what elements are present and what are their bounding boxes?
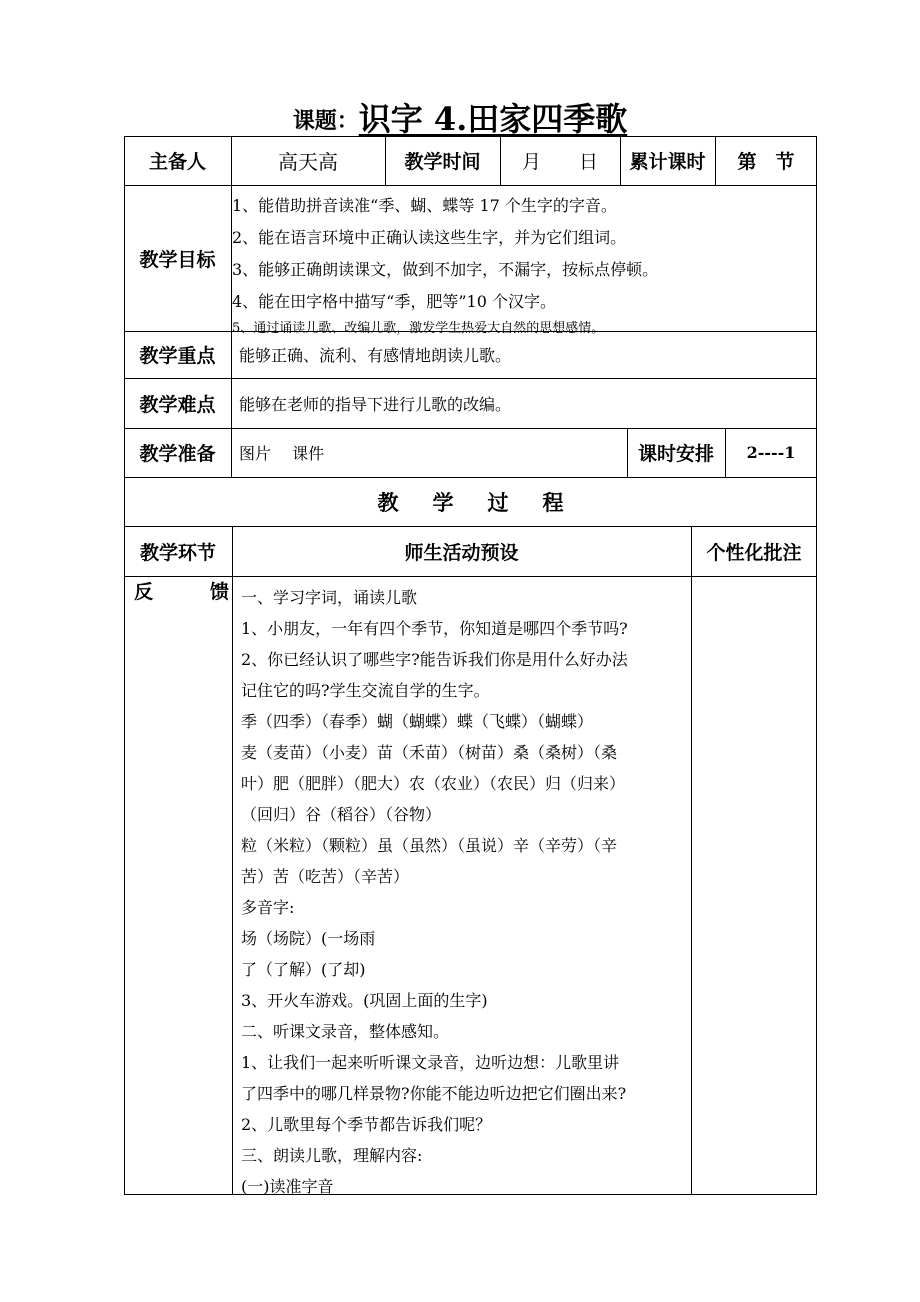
difficulty-text: 能够在老师的指导下进行儿歌的改编。 [239,394,512,414]
activity-line: 二、听课文录音，整体感知。 [241,1022,450,1041]
activity-content [241,582,628,1202]
section-number: 第 节 [737,151,795,173]
title-main: 识字 4.田家四季歌 [358,100,628,138]
key-point-text: 能够正确、流利、有感情地朗读儿歌。 [239,346,512,365]
activity-line: 麦（麦苗）（小麦）苗（禾苗）（树苗）桑（桑树）（桑 [241,743,618,762]
activity-line: 3、开火车游戏。(巩固上面的生字) [241,991,488,1010]
activity-line: 叶）肥（肥胖）（肥大）农（农业）（农民）归（归来） [241,774,626,793]
activity-line: 多音字: [241,898,295,917]
activity-line: 1、让我们一起来听听课文录音，边听边想：儿歌里讲 [241,1053,620,1072]
process-title: 教学过程 [377,489,598,515]
activity-line: (一)读准字音 [241,1177,334,1196]
key-point-label: 教学重点 [139,345,216,367]
goals-label: 教学目标 [139,248,216,271]
time-label: 教学时间 [404,151,481,173]
total-lessons-label: 累计课时 [629,151,706,173]
goal-item: 4、能在田字格中描写“季，肥等”10 个汉字。 [232,292,556,311]
rule-note-col [691,526,692,1195]
month-day: 月 日 [521,151,598,173]
activity-line: 粒（米粒）（颗粒）虽（虽然）（虽说）辛（辛劳）（辛 [241,836,618,855]
goal-item: 1、能借助拼音读准“季、蝴、蝶等 17 个生字的字音。 [232,196,617,215]
col-stage-header: 教学环节 [139,541,216,564]
rule-stage-col [232,526,233,1195]
title-prefix: 课题： [292,108,359,134]
activity-line: 季（四季）（春季）蝴（蝴蝶）蝶（飞蝶）（蝴蝶） [241,712,594,731]
activity-line: 场（场院）(一场雨 [241,929,376,948]
activity-line: 苦）苦（吃苦）（辛苦） [241,867,410,886]
activity-line: （回归）谷（稻谷）（谷物） [241,805,442,824]
schedule-value: 2----1 [746,443,796,462]
goal-item: 2、能在语言环境中正确认读这些生字，并为它们组词。 [232,228,627,247]
preparer-label: 主备人 [148,151,206,173]
preparation-text: 图片 课件 [239,444,325,463]
goals-list [232,190,658,340]
schedule-label: 课时安排 [637,443,714,465]
activity-line: 三、朗读儿歌，理解内容: [241,1146,423,1165]
activity-line: 了四季中的哪几样景物?你能不能边听边把它们圈出来? [241,1084,627,1103]
lesson-plan-table [124,136,817,1195]
lesson-title [0,94,920,140]
preparer-name: 高天高 [278,150,338,174]
col-note-header: 个性化批注 [706,541,802,564]
goal-item: 3、能够正确朗读课文，做到不加字，不漏字，按标点停顿。 [232,260,659,279]
activity-line: 了（了解）(了却) [241,960,366,979]
activity-line: 1、小朋友，一年有四个季节，你知道是哪四个季节吗? [241,619,628,638]
border-right [816,136,817,1195]
activity-line: 一、学习字词，诵读儿歌 [241,588,418,607]
difficulty-label: 教学难点 [139,393,216,416]
activity-line: 2、你已经认识了哪些字?能告诉我们你是用什么好办法 [241,650,628,669]
stage-feedback: 反 馈 [134,580,230,603]
goal-item: 5、通过诵读儿歌、改编儿歌，激发学生热爱大自然的思想感情。 [232,321,605,336]
col-activity-header: 师生活动预设 [404,541,519,564]
preparation-label: 教学准备 [139,443,216,465]
activity-line: 2、儿歌里每个季节都告诉我们呢？ [241,1115,492,1134]
activity-line: 记住它的吗?学生交流自学的生字。 [241,681,490,700]
